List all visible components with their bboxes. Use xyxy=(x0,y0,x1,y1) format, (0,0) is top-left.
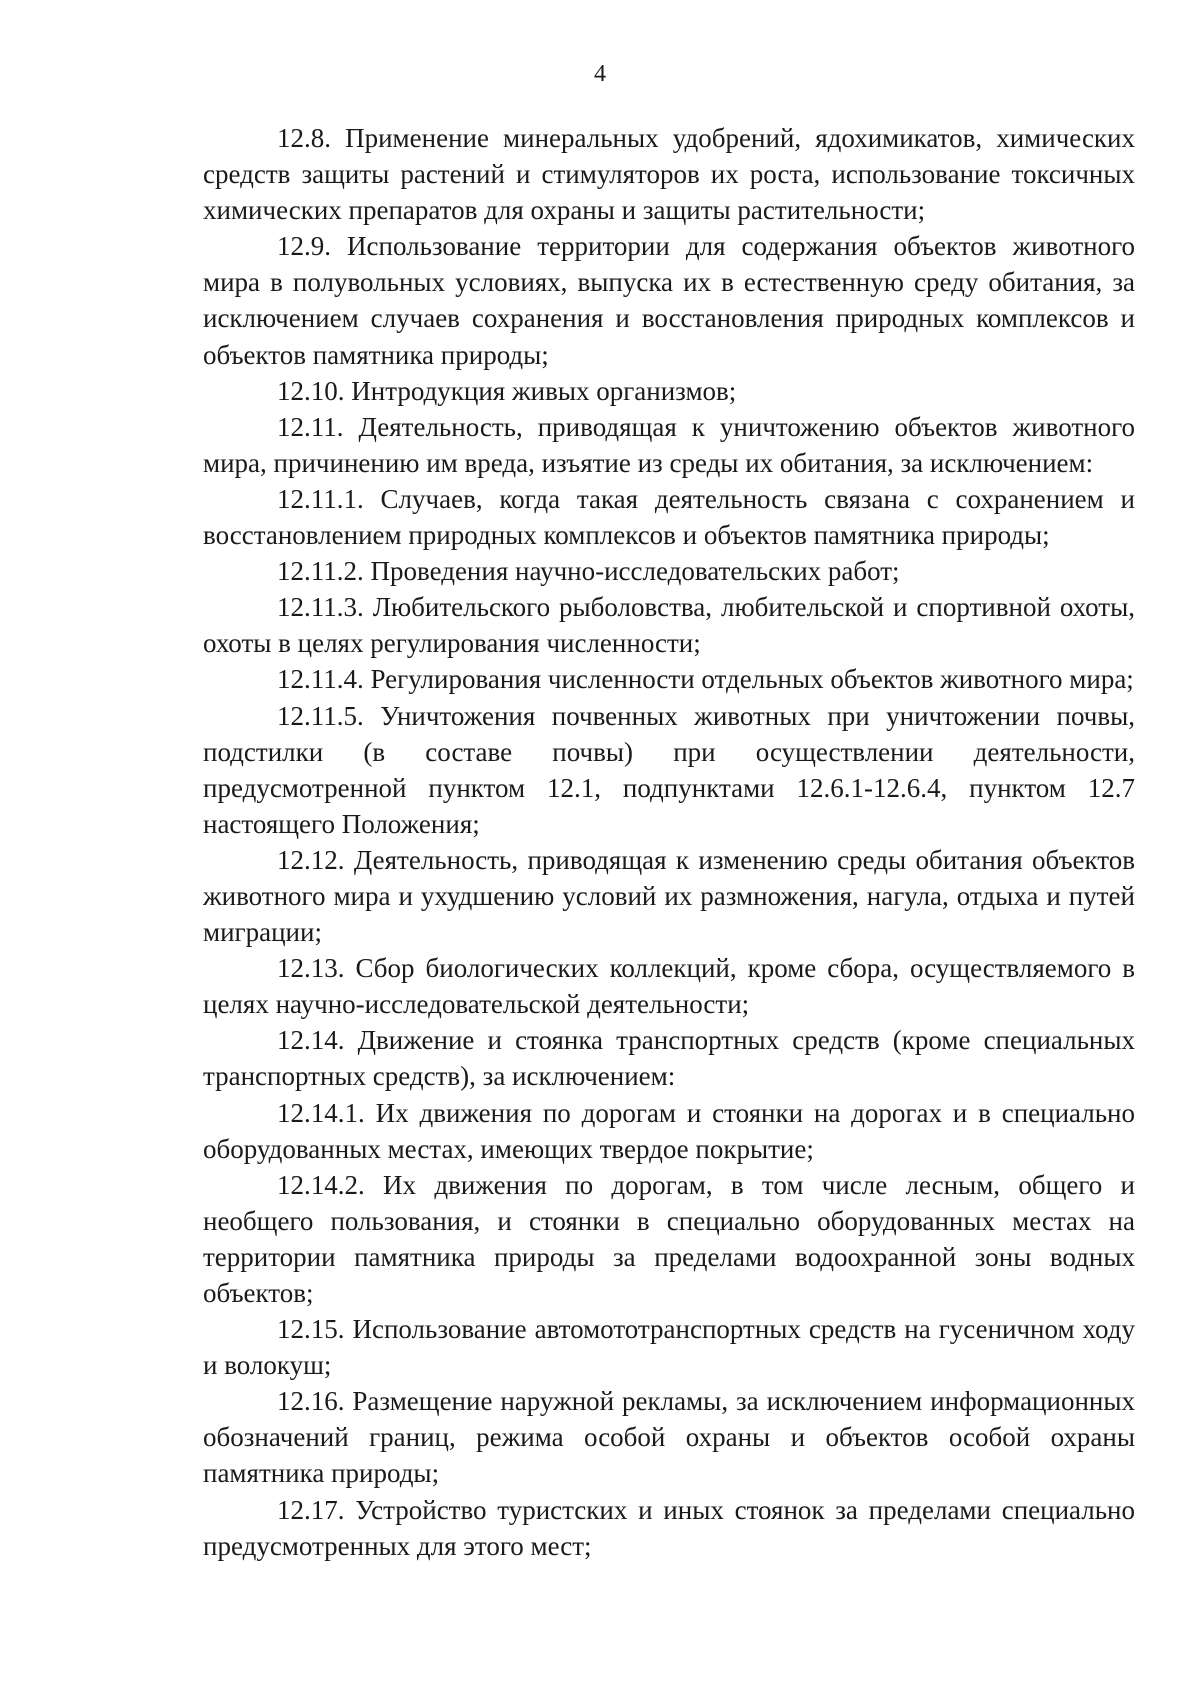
document-body xyxy=(203,120,1135,1564)
paragraph-12-12: 12.12. Деятельность, приводящая к изменению среды обитания объектов животного мира и ухудшению условий их размножения, нагула, отдыха и путей миграции; xyxy=(203,844,1135,948)
paragraph-12-10: 12.10. Интродукция живых организмов; xyxy=(277,375,737,406)
paragraph-12-17: 12.17. Устройство туристских и иных стоянок за пределами специально предусмотренных для этого мест; xyxy=(203,1494,1135,1561)
paragraph-12-11-4: 12.11.4. Регулирования численности отдельных объектов животного мира; xyxy=(277,664,1134,695)
paragraph-12-11-1: 12.11.1. Случаев, когда такая деятельность связана с сохранением и восстановлением природных комплексов и объектов памятника природы; xyxy=(203,483,1135,551)
paragraph-12-16: 12.16. Размещение наружной рекламы, за исключением информационных обозначений границ, режима особой охраны и объектов особой охраны памятника природы; xyxy=(203,1386,1135,1489)
paragraph-12-11-3: 12.11.3. Любительского рыболовства, любительской и спортивной охоты, охоты в целях регулирования численности; xyxy=(203,592,1135,659)
paragraph-12-14-1: 12.14.1. Их движения по дорогам и стоянки на дорогах и в специально оборудованных местах, имеющих твердое покрытие; xyxy=(203,1097,1135,1164)
paragraph-12-14: 12.14. Движение и стоянка транспортных средств (кроме специальных транспортных средств), за исключением: xyxy=(203,1025,1135,1092)
paragraph-12-15: 12.15. Использование автомототранспортных средств на гусеничном ходу и волокуш; xyxy=(203,1314,1135,1381)
page-number: 4 xyxy=(594,61,606,87)
paragraph-12-13: 12.13. Сбор биологических коллекций, кроме сбора, осуществляемого в целях научно-исследовательской деятельности; xyxy=(203,953,1135,1020)
paragraph-12-14-2: 12.14.2. Их движения по дорогам, в том числе лесным, общего и необщего пользования, и стоянки в специально оборудованных местах на территории памятника природы за пределами водоохранной зоны водных объектов; xyxy=(203,1169,1135,1308)
paragraph-12-8: 12.8. Применение минеральных удобрений, ядохимикатов, химических средств защиты растений и стимуляторов их роста, использование токсичных химических препаратов для охраны и защиты растительности; xyxy=(203,123,1135,226)
paragraph-12-11-2: 12.11.2. Проведения научно-исследовательских работ; xyxy=(277,556,900,587)
paragraph-12-11: 12.11. Деятельность, приводящая к уничтожению объектов животного мира, причинению им вреда, изъятие из среды их обитания, за исключением: xyxy=(203,411,1135,478)
paragraph-12-9: 12.9. Использование территории для содержания объектов животного мира в полувольных условиях, выпуска их в естественную среду обитания, за исключением случаев сохранения и восстановления природных комплексов и объектов памятника природы; xyxy=(203,231,1135,370)
paragraph-12-11-5: 12.11.5. Уничтожения почвенных животных при уничтожении почвы, подстилки (в составе почвы) при осуществлении деятельности, предусмотренной пунктом 12.1, подпунктами 12.6.1-12.6.4, пунктом 12.7 настоящего Положения; xyxy=(203,700,1135,839)
